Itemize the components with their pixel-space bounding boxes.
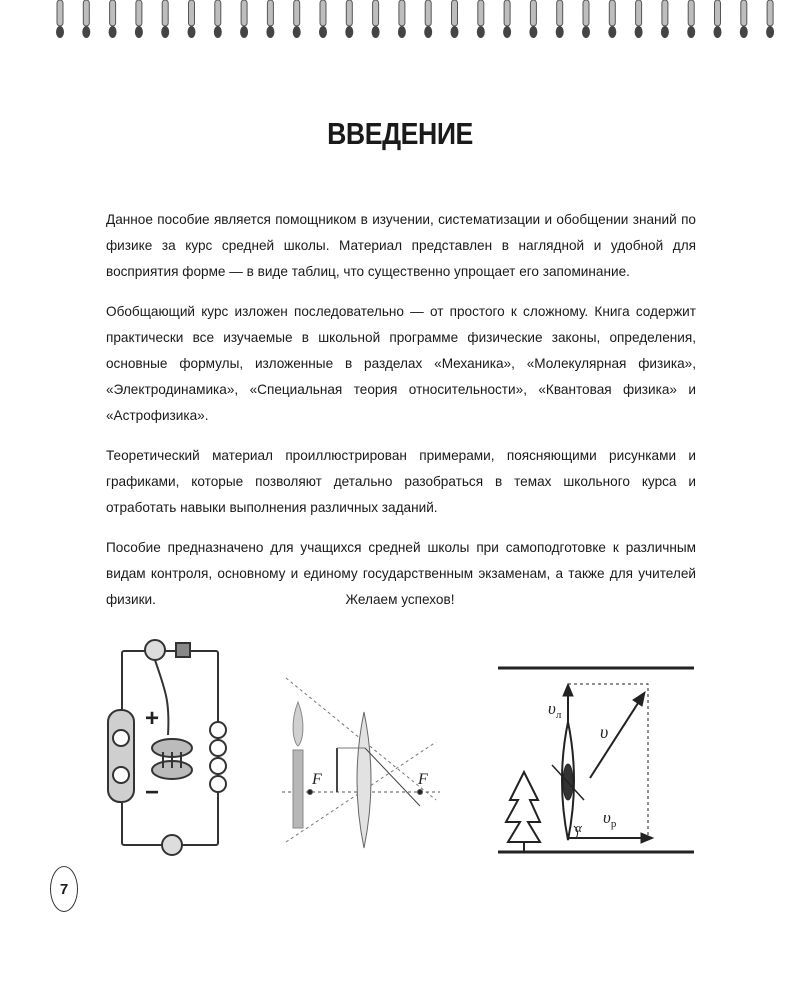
page-title: ВВЕДЕНИЕ (327, 116, 473, 151)
binding-hole (398, 26, 406, 38)
binding-ring (609, 0, 615, 26)
paragraph-3: Теоретический материал проиллюстрирован примерами, поясняющими рисунками и графиками, которые позволяют детально разобраться в темах школьного курса и отработать навыки выполнения различных заданий. (106, 448, 696, 515)
v-l-label: $\upsilon_л$ (548, 699, 562, 721)
v-label: υ (600, 722, 609, 742)
spiral-binding (0, 0, 800, 50)
binding-hole (188, 26, 196, 38)
binding-hole (56, 26, 64, 38)
electric-circuit-figure (108, 640, 226, 855)
binding-hole (529, 26, 537, 38)
binding-ring (636, 0, 642, 26)
binding-ring (530, 0, 536, 26)
paragraph-2: Обобщающий курс изложен последовательно — от простого к сложному. Книга содержит практически все изучаемые в школьной программе физические законы, определения, основные формулы, изложенные в разделах «Механика», «Молекулярная физика», «Электродинамика», «Специальная теория относительности», «Квантовая физика» и «Астрофизика». (106, 304, 696, 423)
binding-hole (135, 26, 143, 38)
body-text (106, 207, 696, 627)
binding-ring (83, 0, 89, 26)
binding-hole (714, 26, 722, 38)
binding-hole (503, 26, 511, 38)
binding-ring (425, 0, 431, 26)
v-r-label: $\upsilon_р$ (603, 808, 617, 830)
binding-hole (451, 26, 459, 38)
binding-hole (661, 26, 669, 38)
plus-sign: + (145, 705, 160, 732)
binding-ring (767, 0, 773, 26)
binding-hole (608, 26, 616, 38)
river-vector-figure (498, 668, 694, 852)
binding-ring (241, 0, 247, 26)
binding-hole (345, 26, 353, 38)
focus-left-label: F (312, 771, 322, 788)
binding-hole (582, 26, 590, 38)
binding-hole (635, 26, 643, 38)
page-number: 7 (50, 866, 78, 912)
lamp-icon (145, 640, 165, 660)
minus-sign: − (145, 779, 160, 806)
paragraph-4: Пособие предназначено для учащихся средней школы при самоподготовке к различным видам контроля, основному и единому государственным экзаменам, а также для учителей физики. (106, 540, 696, 607)
binding-hole (740, 26, 748, 38)
binding-ring (57, 0, 63, 26)
binding-hole (477, 26, 485, 38)
closing-line: Желаем успехов! (345, 592, 455, 607)
binding-ring (267, 0, 273, 26)
binding-ring (504, 0, 510, 26)
binding-ring (557, 0, 563, 26)
binding-ring (136, 0, 142, 26)
tree-icon (506, 772, 540, 842)
binding-ring (399, 0, 405, 26)
candle-icon (293, 750, 303, 828)
binding-hole (766, 26, 774, 38)
alpha-label: α (575, 820, 582, 835)
binding-hole (266, 26, 274, 38)
binding-hole (372, 26, 380, 38)
lens-icon (357, 712, 371, 848)
binding-ring (294, 0, 300, 26)
coil-icon (210, 722, 226, 792)
binding-hole (687, 26, 695, 38)
binding-ring (373, 0, 379, 26)
binding-ring (162, 0, 168, 26)
binding-hole (109, 26, 117, 38)
binding-hole (319, 26, 327, 38)
binding-ring (583, 0, 589, 26)
binding-hole (82, 26, 90, 38)
focus-right-label: F (418, 771, 428, 788)
binding-hole (424, 26, 432, 38)
binding-hole (556, 26, 564, 38)
illustrations (0, 620, 800, 860)
binding-ring (189, 0, 195, 26)
binding-ring (320, 0, 326, 26)
battery-icon (108, 710, 134, 802)
binding-hole (214, 26, 222, 38)
binding-ring (452, 0, 458, 26)
lens-optics-figure (282, 678, 440, 848)
binding-hole (293, 26, 301, 38)
binding-hole (161, 26, 169, 38)
binding-ring (346, 0, 352, 26)
binding-hole (240, 26, 248, 38)
paragraph-1: Данное пособие является помощником в изучении, систематизации и обобщении знаний по физике за курс средней школы. Материал представлен в наглядной и удобной для восприятия форме — в виде таблиц, что существенно упрощает его запоминание. (106, 212, 696, 279)
binding-ring (688, 0, 694, 26)
binding-ring (478, 0, 484, 26)
binding-ring (715, 0, 721, 26)
binding-ring (110, 0, 116, 26)
binding-ring (215, 0, 221, 26)
binding-ring (741, 0, 747, 26)
binding-ring (662, 0, 668, 26)
